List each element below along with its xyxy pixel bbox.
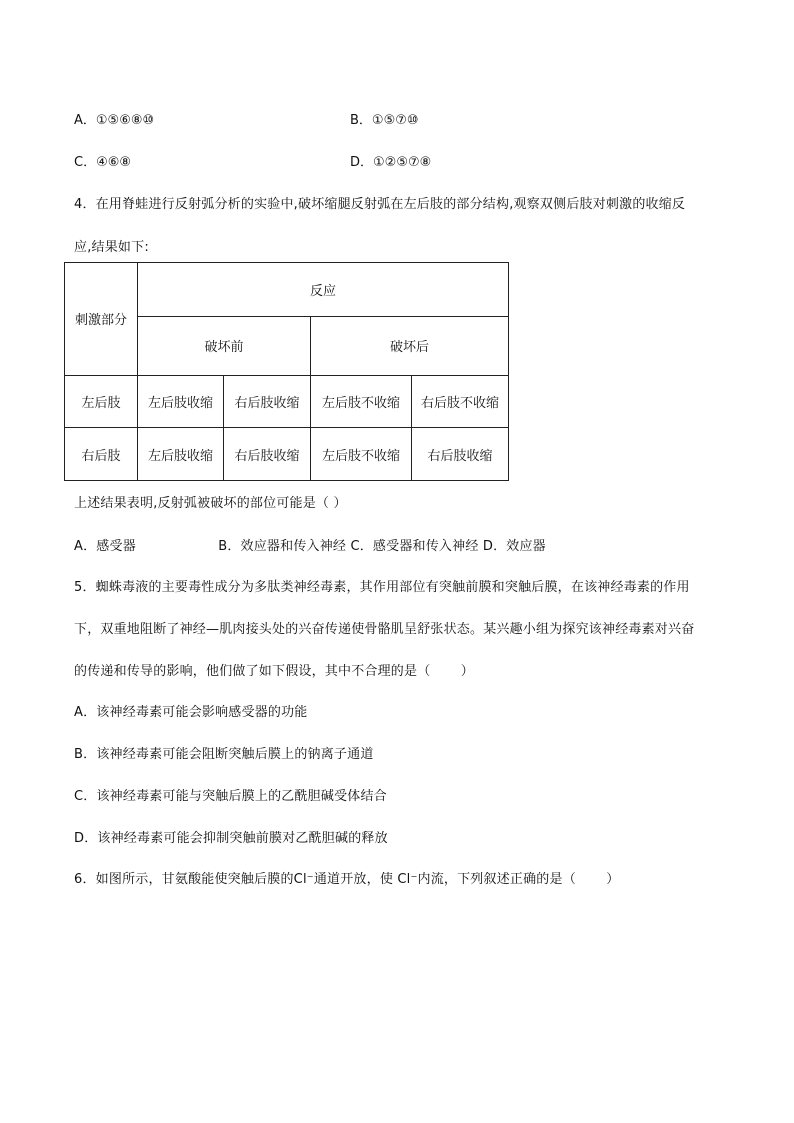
- table-cell-stimulus: 右后肢: [65, 428, 138, 481]
- q5-stem-line1: 5．蜘蛛毒液的主要毒性成分为多肽类神经毒素，其作用部位有突触前膜和突触后膜，在该神经毒素的作用: [74, 580, 690, 595]
- table-cell: 右后肢收缩: [412, 428, 509, 481]
- table-cell: 右后肢收缩: [224, 428, 311, 481]
- q6-stem: 6．如图所示，甘氨酸能使突触后膜的Cl⁻通道开放，使 Cl⁻内流，下列叙述正确的是（ ）: [74, 872, 620, 887]
- q5-stem-line3: 的传递和传导的影响，他们做了如下假设，其中不合理的是（ ）: [74, 664, 474, 679]
- q4-question: 上述结果表明,反射弧被破坏的部位可能是（ ）: [74, 496, 347, 511]
- q5-option-c: C．该神经毒素可能与突触后膜上的乙酰胆碱受体结合: [74, 789, 387, 804]
- table-header-stimulus: 刺激部分: [65, 263, 138, 376]
- q3-option-a: A．①⑤⑥⑧⑩: [74, 113, 155, 128]
- table-cell: 右后肢收缩: [224, 375, 311, 428]
- q3-option-b: B．①⑤⑦⑩: [350, 113, 419, 128]
- q4-options: A．感受器 B．效应器和传入神经 C．感受器和传入神经 D．效应器: [74, 539, 546, 554]
- q4-stem-line2: 应,结果如下:: [74, 240, 149, 255]
- table-row: [65, 428, 509, 481]
- q5-option-a: A．该神经毒素可能会影响感受器的功能: [74, 705, 308, 720]
- q5-stem-line2: 下，双重地阻断了神经—肌肉接头处的兴奋传递使骨骼肌呈舒张状态。某兴趣小组为探究该神经毒素对兴奋: [74, 622, 695, 637]
- q3-option-c: C．④⑥⑧: [74, 155, 132, 170]
- table-cell: 左后肢收缩: [138, 428, 224, 481]
- table-cell: 左后肢收缩: [138, 375, 224, 428]
- table-row: [65, 375, 509, 428]
- reflex-result-table: [64, 262, 509, 481]
- q5-option-b: B．该神经毒素可能会阻断突触后膜上的钠离子通道: [74, 747, 374, 762]
- table-cell-stimulus: 左后肢: [65, 375, 138, 428]
- table-cell: 右后肢不收缩: [412, 375, 509, 428]
- table-header-response: 反应: [138, 263, 509, 317]
- table-header-before: 破坏前: [138, 316, 311, 375]
- table-cell: 左后肢不收缩: [311, 375, 412, 428]
- q3-option-d: D．①②⑤⑦⑧: [350, 155, 432, 170]
- q4-stem-line1: 4．在用脊蛙进行反射弧分析的实验中,破坏缩腿反射弧在左后肢的部分结构,观察双侧后肢对刺激的收缩反: [74, 197, 686, 212]
- table-header-after: 破坏后: [311, 316, 509, 375]
- table-cell: 左后肢不收缩: [311, 428, 412, 481]
- q5-option-d: D．该神经毒素可能会抑制突触前膜对乙酰胆碱的释放: [74, 831, 388, 846]
